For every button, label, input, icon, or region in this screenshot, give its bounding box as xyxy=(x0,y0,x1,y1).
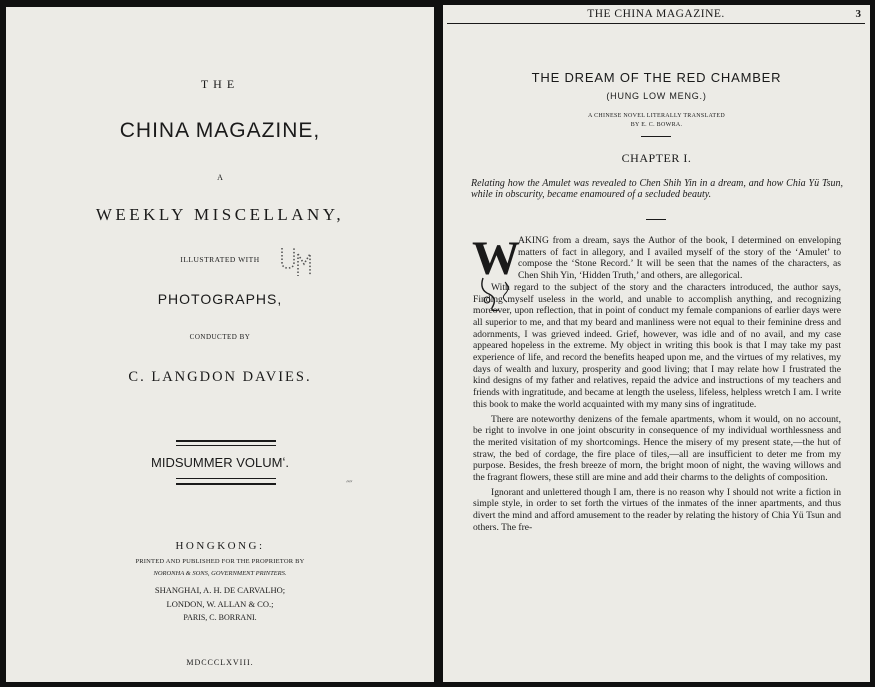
publication-year: MDCCCLXVIII. xyxy=(186,658,254,667)
weekly-miscellany: WEEKLY MISCELLANY, xyxy=(95,205,345,224)
paragraph-1: AKING from a dream, says the Author of the book, I determined on enveloping matters of fact in allegory, and I availed myself of the story of the ‘Amulet’ to compose the ‘Stone Record.’ It will be seen that the names of the characters, as Chen Shih Yin, ‘Hidden Truth,’ and others, are allegorical. xyxy=(518,235,841,282)
ink-mark: ⁗ xyxy=(346,480,353,491)
agent-london: LONDON, W. ALLAN & CO.; xyxy=(166,599,274,609)
volume-title: MIDSUMMER VOLUMʻ. xyxy=(151,455,289,470)
divider-bottom-2 xyxy=(176,483,276,485)
title-divider xyxy=(641,136,671,137)
chapter-summary: Relating how the Amulet was revealed to Chen Shih Yin in a dream, and how Chia Yü Tsun, while in obscurity, became enamoured of a secluded beauty. xyxy=(471,178,843,200)
printed-by: PRINTED AND PUBLISHED FOR THE PROPRIETOR BY xyxy=(135,558,305,565)
agent-paris: PARIS, C. BORRANI. xyxy=(183,613,257,622)
photographs: PHOTOGRAPHS, xyxy=(157,291,283,307)
illustrated-with: ILLUSTRATED WITH xyxy=(180,255,260,264)
paragraph-4: Ignorant and unlettered though I am, there is no reason why I should not write a fiction in simple style, in order to set forth the virtues of the inmates of the inner apartments, and thus divert the mind and afford amusement to the reader by relating the history of Chia Yü Tsun and others. The fre- xyxy=(473,486,841,533)
divider-bottom-1 xyxy=(176,478,276,479)
title-page xyxy=(6,7,434,682)
chapter-heading: CHAPTER I. xyxy=(621,151,692,165)
magazine-title: CHINA MAGAZINE, xyxy=(119,119,321,142)
printers: NORONHA & SONS, GOVERNMENT PRINTERS. xyxy=(153,570,287,577)
agent-shanghai: SHANGHAI, A. H. DE CARVALHO; xyxy=(154,585,286,595)
drop-cap-letter: W xyxy=(472,232,520,285)
article-body xyxy=(473,235,841,534)
summary-divider xyxy=(646,219,666,220)
divider-top-2 xyxy=(176,445,276,446)
translator: BY E. C. BOWRA. xyxy=(630,122,683,128)
running-header xyxy=(447,5,865,24)
monogram-stamp-icon xyxy=(278,244,314,278)
article-title: THE DREAM OF THE RED CHAMBER xyxy=(531,70,782,85)
paragraph-3: There are noteworthy denizens of the female apartments, whom it would, on no account, be right to involve in one joint obscurity in consequence of my individual worthlessness and the merited visitation of my shortcomings. Hence the misery of my present state,—the hut of straw, the bed of cordage, the fire place of tiles,—all are insufficient to deter me from my purpose. Besides, the fresh breeze of morn, the bright moon of night, the waving willows and the fragrant flowers, these still are mine and add their charms to the delights of composition. xyxy=(473,413,841,484)
running-head-title: THE CHINA MAGAZINE. xyxy=(587,8,725,20)
conducted-by: CONDUCTED BY xyxy=(189,333,251,341)
article-subtitle: (HUNG LOW MENG.) xyxy=(606,91,707,101)
article-page xyxy=(443,5,870,682)
city: HONGKONG: xyxy=(175,540,265,552)
title-a: A xyxy=(217,173,223,182)
translation-credit: A CHINESE NOVEL LITERALLY TRANSLATED xyxy=(588,113,725,119)
paragraph-2: With regard to the subject of the story and the characters introduced, the author says, Finding myself useless in the world, and unable to accomplish anything, and recognizing moreover, upon reflection, that in point of conduct my female companions of earlier days were all superior to me, and that my beard and manliness were not equal to their feminine dress and adornments, I was grieved indeed. Grief, however, was idle and of no avail, and my case appeared hopeless in the extreme. My object in writing this book is that I may take my past experience of life, and record the benefits heaped upon me, and the virtues of my relatives, my days of wealth and luxury, prosperity and good living; that I may relate how I frustrated the kind designs of my father and relatives, repaid the advice and instructions of my teachers and friends with ingratitude, and became at length the useless, lifeless, helpless wretch I am. I write this book to make the world acquainted with my many sins of ingratitude. xyxy=(473,281,841,410)
title-the: THE xyxy=(200,77,240,91)
editor-name: C. LANGDON DAVIES. xyxy=(128,369,312,385)
page-number: 3 xyxy=(855,8,861,20)
divider-top-1 xyxy=(176,440,276,442)
